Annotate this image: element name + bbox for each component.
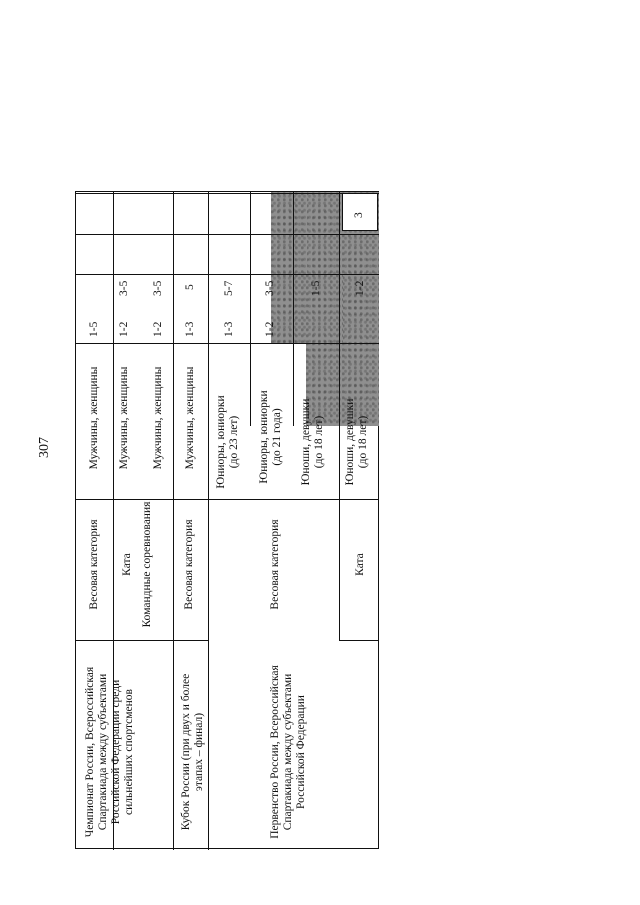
place-value: 1-5 xyxy=(88,321,100,337)
place-value: 1-5 xyxy=(310,280,322,296)
column-line xyxy=(339,640,379,641)
participant-group: Юниоры, юниорки (до 23 лет) xyxy=(215,395,240,489)
place-value: 1-2 xyxy=(264,321,276,337)
participant-group: Юноши, девушки (до 18 лет) xyxy=(300,398,325,486)
place-value: 1-3 xyxy=(184,321,196,337)
discipline: Ката xyxy=(121,553,133,576)
place-value: 1-3 xyxy=(223,321,235,337)
competition-name: Кубок России (при двух и более этапах – финал) xyxy=(180,673,205,831)
row-divider xyxy=(173,192,174,850)
place-value: 1-2 xyxy=(152,321,164,337)
shaded-cell xyxy=(271,274,307,343)
ranking-table xyxy=(75,191,379,849)
discipline: Весовая категория xyxy=(269,519,281,610)
place-value: 1-2 xyxy=(354,280,366,296)
participant-group: Мужчины, женщины xyxy=(152,366,164,470)
participant-group: Мужчины, женщины xyxy=(88,366,100,470)
place-value: 5-7 xyxy=(223,280,235,296)
place-value: 3-5 xyxy=(152,280,164,296)
page-number: 307 xyxy=(37,437,52,458)
column-line xyxy=(76,640,208,641)
discipline: Ката xyxy=(354,553,366,576)
discipline: Весовая категория xyxy=(88,519,100,610)
row-divider xyxy=(339,192,340,640)
column-line xyxy=(76,274,379,275)
discipline: Командные соревнования xyxy=(141,501,153,628)
place-value: 1-2 xyxy=(118,321,130,337)
place-value: 3-5 xyxy=(118,280,130,296)
shaded-cell xyxy=(271,192,307,274)
competition-name: Чемпионат России, Всероссийская Спартакиада между субъектами Российской Федерации среди сильнейших спортсменов xyxy=(84,666,135,838)
participant-group: Мужчины, женщины xyxy=(184,366,196,470)
row-line xyxy=(76,193,379,194)
participant-group: Юниоры, юниорки (до 21 года) xyxy=(258,390,283,484)
row-divider xyxy=(250,192,251,426)
column-line xyxy=(76,234,379,235)
place-value: 3-5 xyxy=(264,280,276,296)
discipline: Весовая категория xyxy=(183,519,195,610)
participant-group: Мужчины, женщины xyxy=(118,366,130,470)
row-divider xyxy=(208,192,209,850)
participant-group: Юноши, девушки (до 18 лет) xyxy=(344,398,369,486)
competition-name: Первенство России, Всероссийская Спартакиада между субъектами Российской Федерации xyxy=(269,665,307,839)
place-value: 3 xyxy=(353,212,365,218)
row-divider xyxy=(293,192,294,426)
place-value: 5 xyxy=(184,284,196,290)
